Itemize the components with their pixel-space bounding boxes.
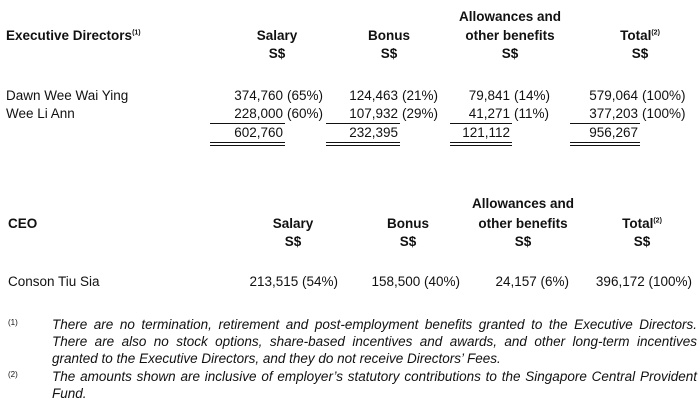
- row-salary: 228,000: [234, 106, 283, 121]
- salary-subtotal-line: [210, 123, 285, 124]
- ceo-header-salary: Salary: [272, 216, 314, 231]
- row-salary: 213,515 (54%): [249, 274, 338, 289]
- ceo-header-allowances-line2: other benefits: [478, 216, 568, 231]
- allowances-double-line-1: [450, 142, 512, 143]
- row-total: 377,203: [589, 106, 638, 121]
- row-bonus: 124,463: [349, 88, 398, 103]
- exec-header-total: [590, 28, 690, 43]
- row-salary: 374,760: [234, 88, 283, 103]
- ceo-header-salary-currency: S$: [284, 234, 302, 249]
- row-total-pct: (100%): [642, 88, 686, 103]
- total-salary: 602,760: [234, 125, 283, 140]
- row-allowances-pct: (14%): [514, 88, 551, 103]
- exec-total-footnote-ref: (2): [651, 29, 660, 37]
- salary-double-line-1: [210, 142, 285, 143]
- total-subtotal-line: [570, 123, 640, 124]
- total-bonus: 232,395: [349, 125, 398, 140]
- allowances-double-line-2: [450, 145, 512, 146]
- ceo-header-total-currency: S$: [633, 234, 651, 249]
- allowances-subtotal-line: [450, 123, 512, 124]
- exec-title-text: Executive Directors: [6, 28, 133, 43]
- ceo-table-title: CEO: [8, 216, 38, 231]
- row-name: Conson Tiu Sia: [8, 274, 100, 289]
- row-bonus-pct: (29%): [402, 106, 439, 121]
- footnote-text: The amounts shown are inclusive of employer’s statutory contributions to the Singapore Central Provident Fund.: [52, 369, 697, 401]
- footnote-mark: (1): [8, 318, 18, 327]
- total-double-line-2: [570, 145, 640, 146]
- exec-header-salary-currency: S$: [268, 46, 286, 61]
- row-salary-pct: (65%): [287, 88, 324, 103]
- row-bonus: 158,500 (40%): [371, 274, 460, 289]
- footnote-mark: (2): [8, 370, 18, 379]
- exec-header-salary: Salary: [256, 28, 298, 43]
- footnote-text: There are no termination, retirement and post-employment benefits granted to the Executive Directors. There are also no stock options, share-based incentives and awards, and other long-term incentives granted to the Executive Directors, and they do not receive Directors’ Fees.: [52, 317, 697, 366]
- total-double-line-1: [570, 142, 640, 143]
- row-allowances: 79,841: [468, 88, 510, 103]
- row-allowances: 41,271: [468, 106, 510, 121]
- ceo-header-total: [592, 216, 692, 231]
- bonus-double-line-2: [326, 145, 400, 146]
- row-total: 579,064: [589, 88, 638, 103]
- total-allowances: 121,112: [462, 125, 510, 140]
- row-bonus: 107,932: [349, 106, 398, 121]
- ceo-header-bonus: Bonus: [387, 216, 429, 231]
- exec-header-allowances-line2: other benefits: [465, 28, 555, 43]
- exec-header-allowances-currency: S$: [501, 46, 519, 61]
- row-total-pct: (100%): [642, 106, 686, 121]
- exec-header-bonus-currency: S$: [380, 46, 398, 61]
- exec-header-allowances-line1: Allowances and: [458, 9, 562, 24]
- exec-table-title: [6, 28, 141, 43]
- row-name: Wee Li Ann: [6, 106, 75, 121]
- total-total: 956,267: [589, 125, 638, 140]
- row-allowances-pct: (11%): [514, 106, 550, 121]
- ceo-header-allowances-currency: S$: [514, 234, 532, 249]
- exec-header-bonus: Bonus: [368, 28, 410, 43]
- bonus-double-line-1: [326, 142, 400, 143]
- ceo-total-footnote-ref: (2): [653, 217, 662, 225]
- ceo-header-total-text: Total: [622, 216, 654, 231]
- exec-header-total-text: Total: [620, 28, 652, 43]
- row-allowances: 24,157 (6%): [495, 274, 569, 289]
- row-bonus-pct: (21%): [402, 88, 439, 103]
- ceo-header-bonus-currency: S$: [399, 234, 417, 249]
- row-salary-pct: (60%): [287, 106, 324, 121]
- exec-header-total-currency: S$: [631, 46, 649, 61]
- bonus-subtotal-line: [326, 123, 400, 124]
- row-name: Dawn Wee Wai Ying: [6, 88, 129, 103]
- exec-title-footnote-ref: (1): [132, 29, 141, 37]
- row-total: 396,172 (100%): [595, 274, 692, 289]
- salary-double-line-2: [210, 145, 285, 146]
- ceo-header-allowances-line1: Allowances and: [471, 196, 575, 211]
